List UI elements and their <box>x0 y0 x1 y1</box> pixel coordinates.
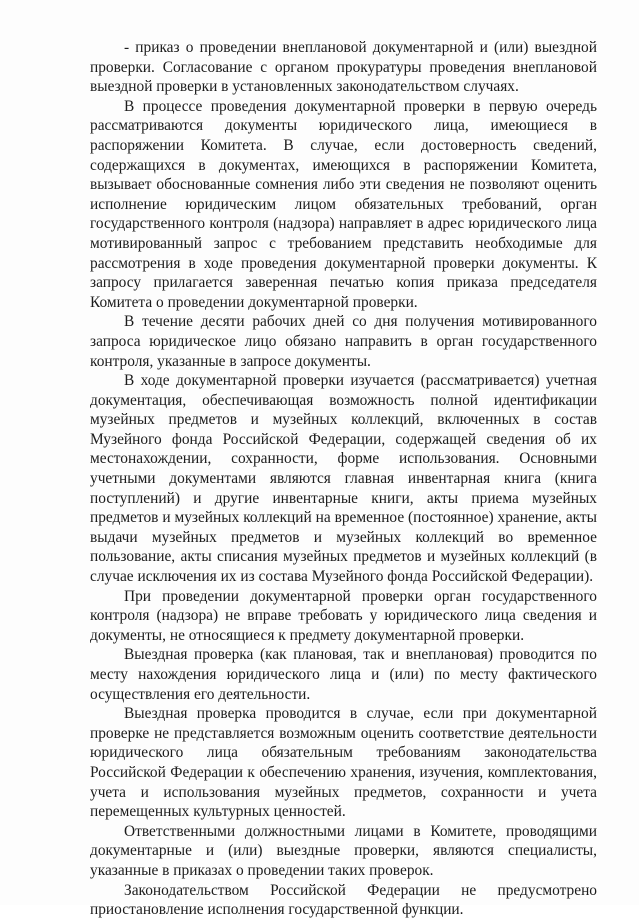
paragraph-no-suspension: Законодательством Российской Федерации не предусмотрено приостановление исполнения государственной функции. <box>90 881 597 919</box>
paragraph-responsible-officials: Ответственными должностными лицами в Комитете, проводящими документарные и (или) выездные проверки, являются специалисты, указанные в приказах о проведении таких проверок. <box>90 822 597 879</box>
paragraph-accounting-documentation: В ходе документарной проверки изучается (рассматривается) учетная документация, обеспечивающая возможность полной идентификации музейных предметов и музейных коллекций, включенных в состав Музейного фонда Российской Федерации, содержащей сведения об их местонахождении, сохранности, форме использования. Основными учетными документами являются главная инвентарная книга (книга поступлений) и другие инвентарные книги, акты приема музейных предметов и музейных коллекций на временное (постоянное) хранение, акты выдачи музейных предметов и музейных коллекций во временное пользование, акты списания музейных предметов и музейных коллекций (в случае исключения их из состава Музейного фонда Российской Федерации). <box>90 372 597 586</box>
paragraph-onsite-check-conditions: Выездная проверка проводится в случае, если при документарной проверке не представляется возможным оценить соответствие деятельности юридического лица обязательным требованиям законодательства Российской Федерации к обеспечению хранения, изучения, комплектования, учета и использования музейных предметов, сохранности и учета перемещенных культурных ценностей. <box>90 705 597 821</box>
document-body <box>90 38 597 920</box>
paragraph-ten-days-deadline: В течение десяти рабочих дней со дня получения мотивированного запроса юридическое лицо обязано направить в орган государственного контроля, указанные в запросе документы. <box>90 313 597 370</box>
paragraph-onsite-check-location: Выездная проверка (как плановая, так и внеплановая) проводится по месту нахождения юридического лица и (или) по месту фактического осуществления его деятельности. <box>90 646 597 703</box>
paragraph-documentary-check-process: В процессе проведения документарной проверки в первую очередь рассматриваются документы юридического лица, имеющиеся в распоряжении Комитета. В случае, если достоверность сведений, содержащихся в документах, имеющихся в распоряжении Комитета, вызывает обоснованные сомнения либо эти сведения не позволяют оценить исполнение юридическим лицом обязательных требований, орган государственного контроля (надзора) направляет в адрес юридического лица мотивированный запрос с требованием представить необходимые для рассмотрения в ходе проведения документарной проверки документы. К запросу прилагается заверенная печатью копия приказа председателя Комитета о проведении документарной проверки. <box>90 97 597 311</box>
paragraph-order-item: - приказ о проведении внеплановой документарной и (или) выездной проверки. Согласование с органом прокуратуры проведения внеплановой выездной проверки в установленных законодательством случаях. <box>90 39 597 96</box>
paragraph-no-unrelated-requests: При проведении документарной проверки орган государственного контроля (надзора) не вправе требовать у юридического лица сведения и документы, не относящиеся к предмету документарной проверки. <box>90 587 597 644</box>
